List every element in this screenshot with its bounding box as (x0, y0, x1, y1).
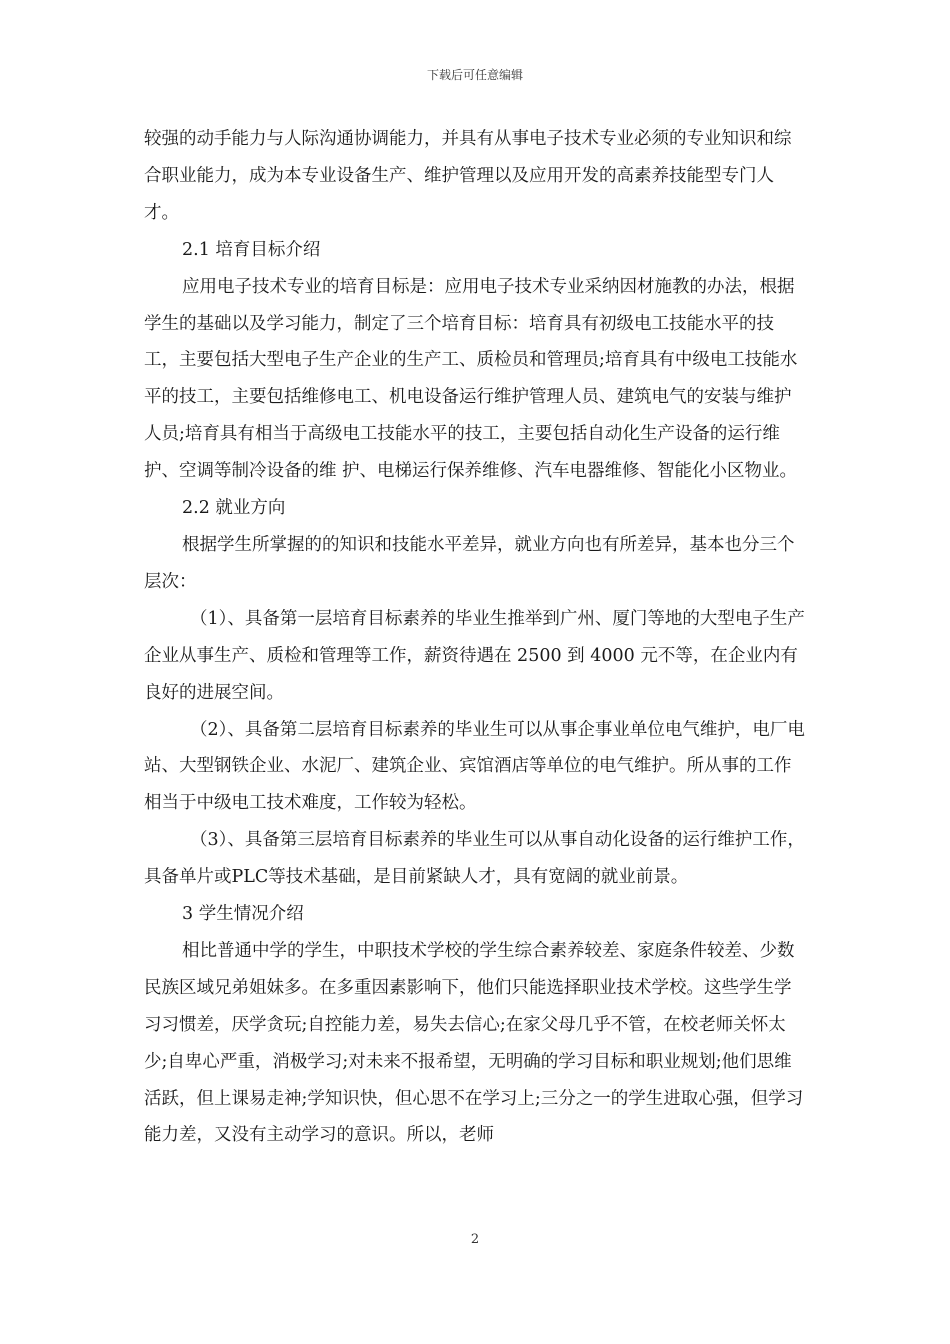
section-2-2-paragraph: 根据学生所掌握的的知识和技能水平差异，就业方向也有所差异，基本也分三个层次： (144, 534, 795, 592)
page-header: 下载后可任意编辑 (426, 68, 523, 82)
page-number: 2 (470, 1232, 480, 1247)
employment-level-1-item: （1）、具备第一层培育目标素养的毕业生推举到广州、厦门等地的大型电子生产企业从事生产、质检和管理等工作，薪资待遇在 2500 到 4000 元不等，在企业内有良好的进展空间。 (144, 608, 805, 703)
section-2-1-heading: 2.1 培育目标介绍 (182, 239, 321, 260)
document-body (144, 121, 808, 1154)
section-3-heading: 3 学生情况介绍 (182, 904, 304, 925)
intro-continuation-paragraph: 较强的动手能力与人际沟通协调能力，并具有从事电子技术专业必须的专业知识和综合职业能力，成为本专业设备生产、维护管理以及应用开发的高素养技能型专门人才。 (144, 129, 792, 223)
employment-level-2-item: （2）、具备第二层培育目标素养的毕业生可以从事企事业单位电气维护，电厂电站、大型钢铁企业、水泥厂、建筑企业、宾馆酒店等单位的电气维护。所从事的工作相当于中级电工技术难度，工作较为轻松。 (144, 719, 805, 814)
section-2-1-paragraph: 应用电子技术专业的培育目标是：应用电子技术专业采纳因材施教的办法，根据学生的基础以及学习能力，制定了三个培育目标：培育具有初级电工技能水平的技工，主要包括大型电子生产企业的生产工、质检员和管理员;培育具有中级电工技能水平的技工，主要包括维修电工、机电设备运行维护管理人员、建筑电气的安装与维护人员;培育具有相当于高级电工技能水平的技工，主要包括自动化生产设备的运行维护、空调等制冷设备的维 护、电梯运行保养维修、汽车电器维修、智能化小区物业。 (144, 276, 798, 482)
section-2-2-heading: 2.2 就业方向 (182, 498, 286, 519)
section-3-paragraph: 相比普通中学的学生，中职技术学校的学生综合素养较差、家庭条件较差、少数民族区域兄弟姐妹多。在多重因素影响下，他们只能选择职业技术学校。这些学生学习习惯差，厌学贪玩;自控能力差，易失去信心;在家父母几乎不管，在校老师关怀太少;自卑心严重，消极学习;对未来不报希望，无明确的学习目标和职业规划;他们思维活跃，但上课易走神;学知识快，但心思不在学习上;三分之一的学生进取心强，但学习能力差，又没有主动学习的意识。所以，老师 (144, 940, 804, 1146)
employment-level-3-item: （3）、具备第三层培育目标素养的毕业生可以从事自动化设备的运行维护工作，具备单片或PLC等技术基础，是目前紧缺人才，具有宽阔的就业前景。 (144, 830, 805, 888)
